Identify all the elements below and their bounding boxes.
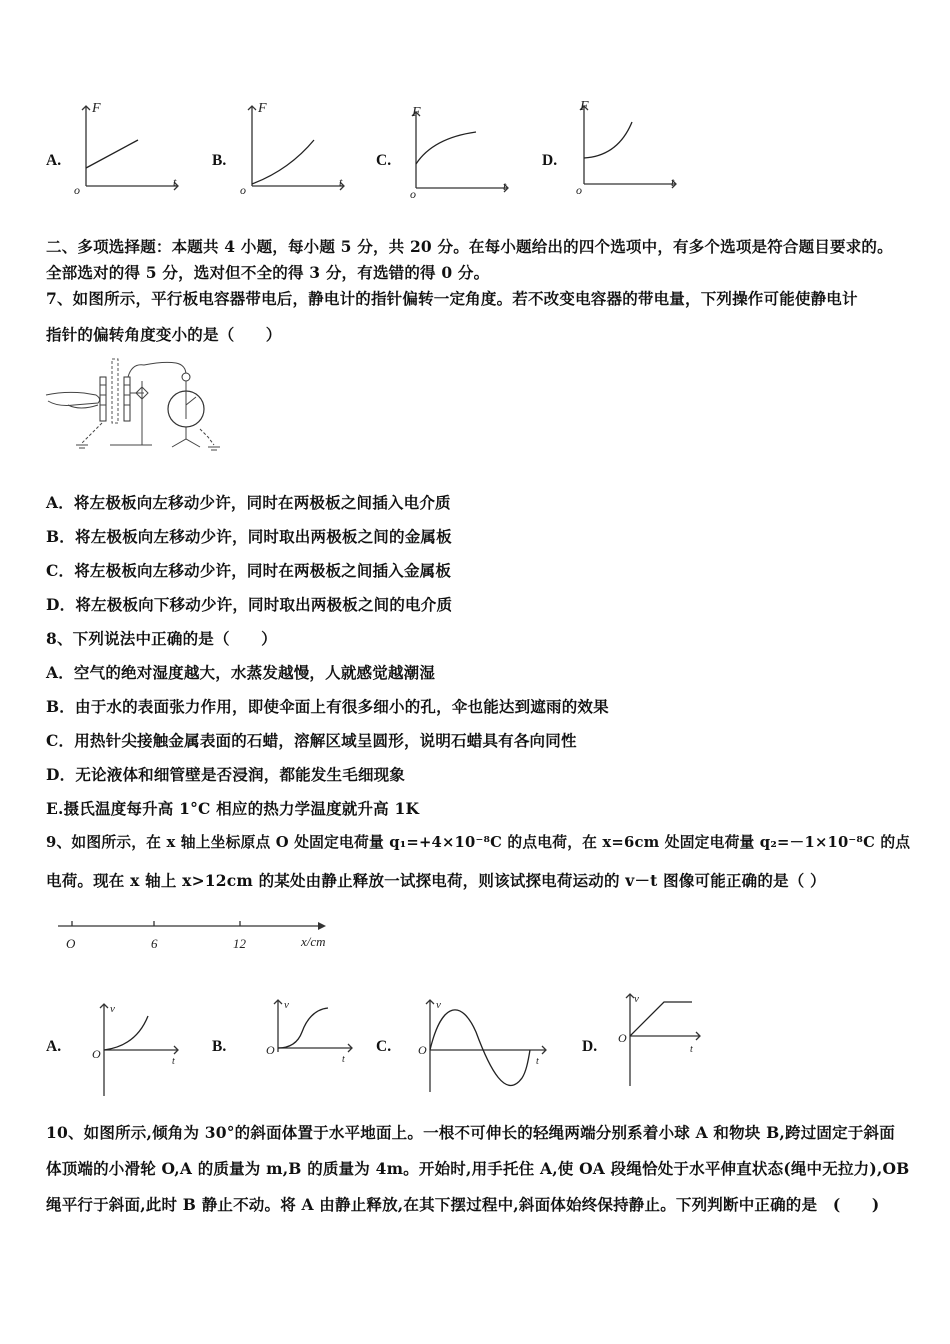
q9-a-origin: O: [92, 1047, 101, 1061]
q9-graph-a: [92, 1000, 192, 1100]
q7-option-a: A．将左极板向左移动少许，同时在两极板之间插入电介质: [46, 493, 451, 512]
q6-a-origin: o: [74, 183, 80, 197]
section2-scoring: 全部选对的得 5 分，选对但不全的得 3 分，有选错的得 0 分。: [46, 263, 490, 282]
q6-graph-a: [74, 98, 188, 198]
q9-tick-o: O: [66, 936, 76, 951]
q9-unit-label: x/cm: [301, 934, 326, 949]
q9-c-origin: O: [418, 1043, 427, 1057]
q9-option-a-label: A.: [46, 1038, 62, 1055]
section2-heading: 二、多项选择题：本题共 4 小题，每小题 5 分，共 20 分。在每小题给出的四个选项中，有多个选项是符合题目要求的。: [46, 237, 893, 256]
capacitor-electrometer-apparatus-icon: [44, 353, 224, 453]
q9-tick-6: 6: [151, 936, 158, 951]
q7-option-c: C．将左极板向左移动少许，同时在两极板之间插入金属板: [46, 561, 452, 580]
q9-graph-c: [418, 996, 558, 1096]
q6-graph-d: [576, 100, 686, 198]
q6-b-origin: o: [240, 183, 246, 197]
q9-graph-d: [618, 990, 718, 1090]
q6-c-origin: o: [410, 187, 416, 201]
q6-a-axis-y: F: [92, 101, 101, 116]
q8-option-e: E.摄氏温度每升高 1°C 相应的热力学温度就升高 1K: [46, 799, 420, 818]
q6-d-origin: o: [576, 183, 582, 197]
q7-option-d: D．将左极板向下移动少许，同时取出两极板之间的电介质: [46, 595, 453, 614]
q6-graph-c: [408, 106, 518, 201]
q9-option-b-label: B.: [212, 1038, 227, 1055]
q6-option-d-label: D.: [542, 152, 558, 169]
q6-graph-b: [240, 98, 354, 198]
q7-option-b: B．将左极板向左移动少许，同时取出两极板之间的金属板: [46, 527, 452, 546]
q6-d-axis-y: F: [580, 99, 589, 114]
q10-stem-line2: 体顶端的小滑轮 O,A 的质量为 m,B 的质量为 4m。开始时,用手托住 A,使 OA 段绳恰处于水平伸直状态(绳中无拉力),OB: [46, 1159, 910, 1178]
q6-c-axis-y: F: [412, 105, 421, 120]
q9-d-origin: O: [618, 1031, 627, 1045]
q7-stem-line2: 指针的偏转角度变小的是（ ）: [46, 325, 282, 344]
q6-option-b-label: B.: [212, 152, 227, 169]
q9-d-axis-y: v: [634, 993, 639, 1005]
q10-stem-line1: 10、如图所示,倾角为 30°的斜面体置于水平地面上。一根不可伸长的轻绳两端分别系着小球 A 和物块 B,跨过固定于斜面: [46, 1123, 895, 1142]
q6-a-axis-x: t: [173, 175, 177, 189]
q8-option-a: A．空气的绝对湿度越大，水蒸发越慢，人就感觉越潮湿: [46, 663, 436, 682]
q9-stem-line1: 9、如图所示，在 x 轴上坐标原点 O 处固定电荷量 q₁=+4×10⁻⁸C 的点电荷，在 x=6cm 处固定电荷量 q₂=－1×10⁻⁸C 的点: [46, 834, 911, 851]
q9-option-c-label: C.: [376, 1038, 392, 1055]
q9-graph-b: [266, 996, 366, 1076]
q8-option-d: D．无论液体和细管壁是否浸润，都能发生毛细现象: [46, 765, 406, 784]
q8-option-c: C．用热针尖接触金属表面的石蜡，溶解区域呈圆形，说明石蜡具有各向同性: [46, 731, 577, 750]
q10-stem-line3: 绳平行于斜面,此时 B 静止不动。将 A 由静止释放,在其下摆过程中,斜面体始终保持静止。下列判断中正确的是 ( ): [46, 1195, 880, 1214]
q8-option-b: B．由于水的表面张力作用，即使伞面上有很多细小的孔，伞也能达到遮雨的效果: [46, 697, 609, 716]
q6-b-axis-x: t: [339, 175, 343, 189]
q6-option-c-label: C.: [376, 152, 392, 169]
q9-option-d-label: D.: [582, 1038, 598, 1055]
q9-c-axis-x: t: [536, 1056, 539, 1067]
q6-option-a-label: A.: [46, 152, 62, 169]
q9-b-axis-x: t: [342, 1054, 345, 1065]
q9-d-axis-x: t: [690, 1044, 693, 1055]
q9-stem-line2: 电荷。现在 x 轴上 x>12cm 的某处由静止释放一试探电荷，则该试探电荷运动的 v－t 图像可能正确的是（ ）: [46, 871, 826, 890]
q9-a-axis-x: t: [172, 1056, 175, 1067]
q6-b-axis-y: F: [258, 101, 267, 116]
q6-d-axis-x: t: [671, 175, 675, 189]
q9-number-line: [56, 916, 346, 956]
q9-b-axis-y: v: [284, 999, 289, 1011]
q9-b-origin: O: [266, 1043, 275, 1057]
q9-a-axis-y: v: [110, 1003, 115, 1015]
q6-c-axis-x: t: [503, 179, 507, 193]
q9-c-axis-y: v: [436, 999, 441, 1011]
q9-tick-12: 12: [233, 936, 246, 951]
q7-stem-line1: 7、如图所示，平行板电容器带电后，静电计的指针偏转一定角度。若不改变电容器的带电量，下列操作可能使静电计: [46, 289, 858, 308]
q8-stem: 8、下列说法中正确的是（ ）: [46, 629, 277, 648]
